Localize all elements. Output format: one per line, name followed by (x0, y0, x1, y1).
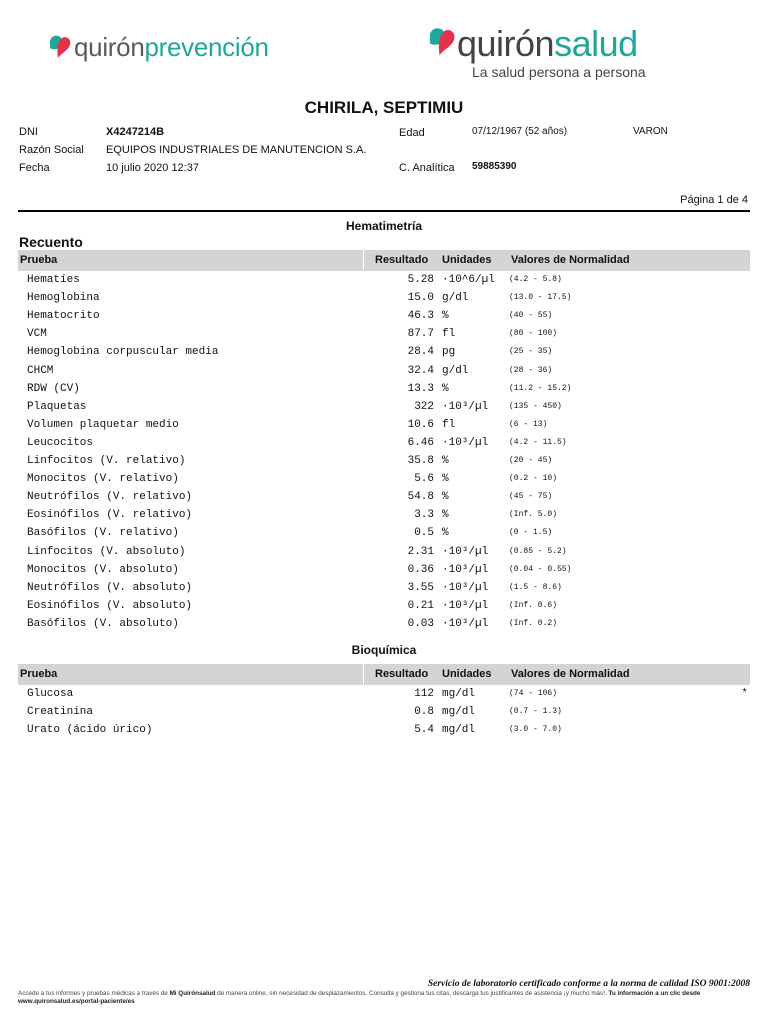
test-name: Leucocitos (27, 436, 94, 449)
page-indicator: Página 1 de 4 (680, 194, 748, 206)
test-name: Urato (ácido úrico) (27, 724, 153, 737)
test-value: 112 (414, 688, 434, 700)
footer-text-part: de manera online, sin necesidad de desplazamientos. Consulta y gestiona tus citas, descarga tus justificantes de asistencia ¡y mucho más!. (215, 990, 609, 997)
test-name: Basófilos (V. absoluto) (27, 617, 179, 630)
logo-left-word-a: quirón (74, 32, 145, 62)
section-title-bioquimica: Bioquímica (351, 643, 417, 657)
test-reference-range: (74 - 106) (509, 689, 558, 698)
test-unit: ·10³/µl (442, 599, 489, 612)
test-unit: mg/dl (442, 724, 476, 737)
edad-value: 07/12/1967 (52 años) (472, 126, 568, 137)
test-reference-range: (Inf. 5.0) (509, 510, 558, 520)
footer-brand: Mi Quirónsalud (169, 990, 216, 997)
test-value: 2.31 (407, 545, 434, 558)
test-unit: mg/dl (442, 688, 476, 700)
test-name: VCM (27, 328, 47, 341)
quiron-logo-mark-icon (425, 22, 459, 62)
test-name: Hematíes (27, 274, 80, 286)
test-unit: ·10³/µl (442, 436, 489, 449)
logo-tagline: La salud persona a persona (472, 64, 646, 80)
test-name: Monocitos (V. relativo) (27, 473, 179, 486)
footer-certification: Servicio de laboratorio certificado conforme a la norma de calidad ISO 9001:2008 (427, 979, 750, 989)
test-unit: ·10³/µl (442, 400, 489, 413)
logo-left-wordmark (74, 32, 269, 62)
header-cell-divider (363, 250, 364, 271)
test-value: 10.6 (407, 418, 434, 431)
table-row (18, 344, 750, 362)
table-row (18, 616, 750, 634)
table-header-hematimetria (18, 250, 750, 271)
test-unit: fl (442, 418, 456, 431)
test-unit: ·10³/µl (442, 617, 489, 630)
test-value: 15.0 (407, 292, 434, 305)
col-resultado: Resultado (375, 254, 429, 266)
test-name: Hemoglobina corpuscular media (27, 346, 219, 359)
col-resultado: Resultado (375, 668, 429, 680)
table-row (18, 722, 750, 740)
test-unit: fl (442, 328, 456, 341)
test-name: CHCM (27, 364, 54, 377)
test-unit: % (442, 455, 449, 467)
test-reference-range: (11.2 - 15.2) (509, 383, 572, 393)
test-unit: % (442, 491, 449, 504)
table-row (18, 525, 750, 543)
test-value: 5.4 (414, 724, 434, 737)
table-row (18, 381, 750, 399)
test-reference-range: (0.85 - 5.2) (509, 546, 567, 556)
test-unit: % (442, 509, 449, 522)
test-reference-range: (0.04 - 0.55) (509, 564, 572, 574)
footer-text-part: Accede a tus informes y pruebas médicas a través de (18, 990, 170, 997)
test-name: Glucosa (27, 688, 74, 700)
logo-left-word-b: prevención (144, 32, 269, 62)
subsection-title-recuento: Recuento (19, 234, 83, 250)
razon-value: EQUIPOS INDUSTRIALES DE MANUTENCION S.A. (106, 144, 367, 156)
test-value: 3.3 (414, 509, 434, 522)
patient-name: CHIRILA, SEPTIMIU (304, 98, 464, 117)
analitica-value: 59885390 (472, 161, 517, 172)
razon-label: Razón Social (19, 144, 84, 156)
test-value: 5.28 (407, 274, 434, 286)
sexo-value: VARON (633, 126, 668, 137)
test-reference-range: (Inf. 0.6) (509, 600, 558, 610)
dni-label: DNI (19, 126, 38, 138)
header-cell-divider (363, 664, 364, 685)
test-value: 0.03 (407, 617, 434, 630)
test-name: Linfocitos (V. relativo) (27, 455, 186, 467)
test-unit: % (442, 527, 449, 540)
test-name: Neutrófilos (V. absoluto) (27, 581, 193, 594)
col-prueba: Prueba (20, 668, 58, 680)
table-row (18, 598, 750, 616)
test-name: Eosinófilos (V. relativo) (27, 509, 193, 522)
table-row (18, 562, 750, 580)
test-unit: ·10^6/µl (442, 274, 495, 286)
test-reference-range: (3.0 - 7.0) (509, 725, 562, 735)
table-row (18, 686, 750, 704)
test-unit: ·10³/µl (442, 581, 489, 594)
table-row (18, 489, 750, 507)
test-reference-range: (13.0 - 17.5) (509, 293, 572, 303)
test-unit: g/dl (442, 292, 469, 305)
fecha-value: 10 julio 2020 12:37 (106, 162, 199, 174)
test-value: 13.3 (407, 382, 434, 395)
table-row (18, 704, 750, 722)
section-title-hematimetria: Hematimetría (345, 219, 423, 233)
test-value: 0.5 (414, 527, 434, 540)
col-valores: Valores de Normalidad (511, 254, 630, 266)
col-valores: Valores de Normalidad (511, 668, 630, 680)
test-reference-range: (80 - 100) (509, 329, 558, 339)
test-name: Hematocrito (27, 310, 100, 323)
table-row (18, 507, 750, 525)
test-reference-range: (0 - 1.5) (509, 528, 553, 538)
edad-label: Edad (399, 127, 425, 139)
test-reference-range: (20 - 45) (509, 456, 553, 465)
test-value: 3.55 (407, 581, 434, 594)
test-unit: ·10³/µl (442, 563, 489, 576)
logo-quironsalud (425, 18, 665, 88)
table-row (18, 417, 750, 435)
out-of-range-flag: * (741, 688, 748, 700)
test-value: 46.3 (407, 310, 434, 323)
table-row (18, 272, 750, 290)
table-row (18, 308, 750, 326)
table-row (18, 544, 750, 562)
table-row (18, 290, 750, 308)
dni-value: X4247214B (106, 126, 165, 138)
test-reference-range: (0.7 - 1.3) (509, 707, 562, 717)
col-prueba: Prueba (20, 254, 58, 266)
test-reference-range: (Inf. 0.2) (509, 618, 558, 628)
test-value: 28.4 (407, 346, 434, 359)
test-value: 32.4 (407, 364, 434, 377)
test-value: 0.36 (407, 563, 434, 576)
test-unit: % (442, 473, 449, 486)
test-reference-range: (135 - 450) (509, 401, 562, 411)
logo-right-word-a: quirón (457, 23, 555, 64)
test-unit: g/dl (442, 364, 469, 377)
test-name: Eosinófilos (V. absoluto) (27, 599, 193, 612)
test-reference-range: (25 - 35) (509, 347, 553, 357)
footer-text (18, 990, 758, 1006)
col-unidades: Unidades (442, 668, 492, 680)
test-unit: ·10³/µl (442, 545, 489, 558)
logo-right-word-b: salud (554, 23, 638, 64)
test-unit: % (442, 310, 449, 323)
test-name: Plaquetas (27, 400, 87, 413)
fecha-label: Fecha (19, 162, 50, 174)
test-reference-range: (1.5 - 8.6) (509, 582, 562, 592)
col-unidades: Unidades (442, 254, 492, 266)
table-header-bioquimica (18, 664, 750, 685)
test-name: Basófilos (V. relativo) (27, 527, 179, 540)
footer-portal-link[interactable]: Tu información a un clic desde www.quironsalud.es/portal-paciente/es (18, 990, 701, 1005)
test-value: 0.21 (407, 599, 434, 612)
test-name: Neutrófilos (V. relativo) (27, 491, 193, 504)
test-reference-range: (4.2 - 5.8) (509, 275, 562, 284)
test-name: Monocitos (V. absoluto) (27, 563, 179, 576)
table-row (18, 399, 750, 417)
test-unit: mg/dl (442, 706, 476, 719)
test-value: 5.6 (414, 473, 434, 486)
table-row (18, 471, 750, 489)
test-unit: % (442, 382, 449, 395)
test-value: 35.8 (407, 455, 434, 467)
table-row (18, 363, 750, 381)
test-unit: pg (442, 346, 456, 359)
test-reference-range: (28 - 36) (509, 365, 553, 375)
analitica-label: C. Analítica (399, 162, 455, 174)
table-row (18, 326, 750, 344)
test-value: 54.8 (407, 491, 434, 504)
table-row (18, 435, 750, 453)
test-reference-range: (4.2 - 11.5) (509, 437, 567, 447)
table-row (18, 453, 750, 471)
test-value: 0.8 (414, 706, 434, 719)
test-value: 322 (414, 400, 434, 413)
test-value: 6.46 (407, 436, 434, 449)
test-reference-range: (40 - 55) (509, 311, 553, 321)
test-name: Volumen plaquetar medio (27, 418, 179, 431)
test-reference-range: (0.2 - 10) (509, 474, 558, 484)
test-value: 87.7 (407, 328, 434, 341)
header-divider (18, 210, 750, 212)
test-reference-range: (45 - 75) (509, 492, 553, 502)
test-name: Creatinina (27, 706, 94, 719)
test-name: Hemoglobina (27, 292, 100, 305)
test-name: Linfocitos (V. absoluto) (27, 545, 186, 558)
logo-right-wordmark (457, 22, 638, 66)
table-row (18, 580, 750, 598)
quiron-logo-mark-icon (46, 32, 74, 62)
test-reference-range: (6 - 13) (509, 419, 548, 429)
test-name: RDW (CV) (27, 382, 80, 395)
